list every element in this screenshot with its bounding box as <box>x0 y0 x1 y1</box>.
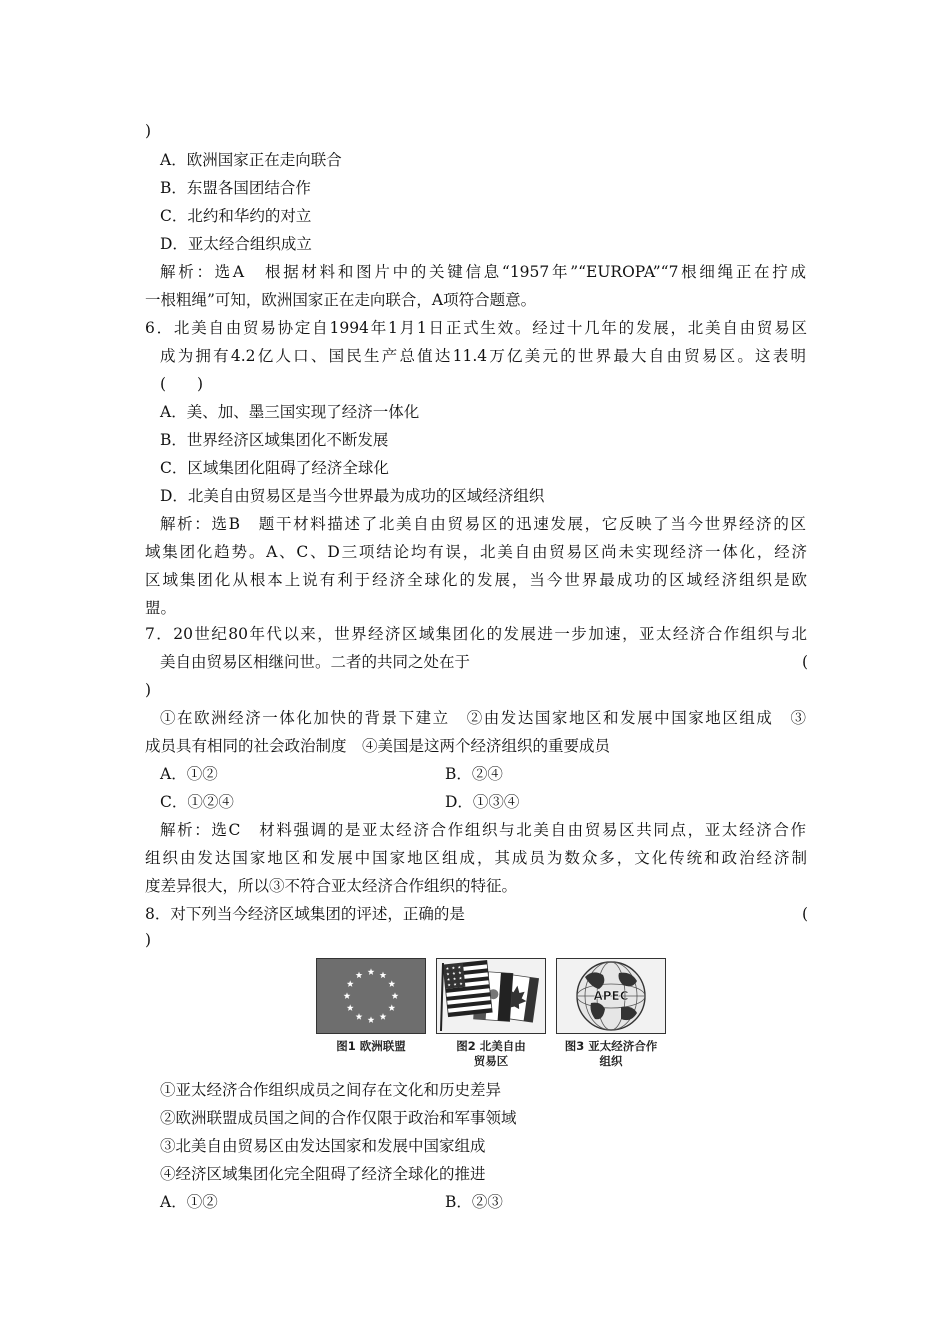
q7-stem-line-1: 7．20世纪80年代以来，世界经济区域集团化的发展进一步加速，亚太经济合作组织与北 <box>145 625 807 643</box>
q7-option-c: C．①②④ <box>160 793 234 811</box>
q6-analysis-line-1: 解析：选B 题干材料描述了北美自由贸易区的迅速发展，它反映了当今世界经济的区 <box>160 515 806 533</box>
q5-analysis-line-1: 解析：选A 根据材料和图片中的关键信息“1957年”“EUROPA”“7根细绳正在拧成 <box>160 263 806 281</box>
q7-option-d: D．①③④ <box>445 793 520 811</box>
q6-option-a: A．美、加、墨三国实现了经济一体化 <box>160 403 420 421</box>
nafta-flags-image <box>436 958 546 1034</box>
q6-stem-line-1: 6．北美自由贸易协定自1994年1月1日正式生效。经过十几年的发展，北美自由贸易区 <box>145 319 807 337</box>
q7-paren-open: ( <box>802 653 809 671</box>
q7-analysis-line-1: 解析：选C 材料强调的是亚太经济合作组织与北美自由贸易区共同点，亚太经济合作 <box>160 821 806 839</box>
q7-option-b: B．②④ <box>445 765 503 783</box>
figure-eu-caption: 图1 欧洲联盟 <box>336 1039 406 1053</box>
q8-paren-open: ( <box>802 905 809 923</box>
q7-analysis-line-3: 度差异很大，所以③不符合亚太经济合作组织的特征。 <box>145 877 518 895</box>
q8-item-4: ④经济区域集团化完全阻碍了经济全球化的推进 <box>160 1165 486 1183</box>
figure-apec <box>556 958 666 1069</box>
nafta-flags-icon <box>437 959 545 1033</box>
q6-stem-line-2: 成为拥有4.2亿人口、国民生产总值达11.4万亿美元的世界最大自由贸易区。这表明 <box>160 347 806 365</box>
q6-analysis-line-2: 域集团化趋势。A、C、D三项结论均有误，北美自由贸易区尚未实现经济一体化，经济 <box>145 543 807 561</box>
figure-eu <box>316 958 426 1054</box>
q5-analysis-line-2: 一根粗绳”可知，欧洲国家正在走向联合，A项符合题意。 <box>145 291 537 309</box>
q8-stem: 8．对下列当今经济区域集团的评述，正确的是 <box>145 905 465 923</box>
q8-paren-close: ) <box>145 931 152 949</box>
figure-apec-caption-2: 组织 <box>599 1054 623 1068</box>
q8-item-1: ①亚太经济合作组织成员之间存在文化和历史差异 <box>160 1081 502 1099</box>
q6-analysis-line-3: 区域集团化从根本上说有利于经济全球化的发展，当今世界最成功的区域经济组织是欧 <box>145 571 807 589</box>
q8-option-a: A．①② <box>160 1193 218 1211</box>
q5-option-a: A．欧洲国家正在走向联合 <box>160 151 342 169</box>
q5-option-d: D．亚太经合组织成立 <box>160 235 312 253</box>
q6-answer-paren: ( ) <box>160 375 204 393</box>
q6-option-b: B．世界经济区域集团化不断发展 <box>160 431 389 449</box>
figure-apec-caption-1: 图3 亚太经济合作 <box>564 1039 658 1053</box>
q7-stem-line-2: 美自由贸易区相继问世。二者的共同之处在于 <box>160 653 471 671</box>
q6-option-c: C．区域集团化阻碍了经济全球化 <box>160 459 389 477</box>
q8-item-2: ②欧洲联盟成员国之间的合作仅限于政治和军事领域 <box>160 1109 517 1127</box>
figure-nafta-caption-2: 贸易区 <box>473 1054 509 1068</box>
q7-analysis-line-2: 组织由发达国家地区和发展中国家地区组成，其成员为数众多，文化传统和政治经济制 <box>145 849 807 867</box>
q5-paren-close: ) <box>145 122 152 140</box>
q5-option-b: B．东盟各国团结合作 <box>160 179 311 197</box>
q6-analysis-line-4: 盟。 <box>145 599 177 617</box>
eu-flag-image <box>316 958 426 1034</box>
q7-paren-close: ) <box>145 681 152 699</box>
figure-nafta-caption-1: 图2 北美自由 <box>456 1039 526 1053</box>
apec-logo-image <box>556 958 666 1034</box>
eu-stars-icon <box>317 959 425 1033</box>
figure-nafta <box>436 958 546 1069</box>
q8-item-3: ③北美自由贸易区由发达国家和发展中国家组成 <box>160 1137 486 1155</box>
q8-figures <box>316 958 676 1076</box>
apec-globe-icon <box>557 959 665 1033</box>
q7-item-line-1: ①在欧洲经济一体化加快的背景下建立 ②由发达国家地区和发展中国家地区组成 ③ <box>160 709 806 727</box>
q8-option-b: B．②③ <box>445 1193 503 1211</box>
q6-option-d: D．北美自由贸易区是当今世界最为成功的区域经济组织 <box>160 487 545 505</box>
apec-logo-text: APEC <box>593 989 629 1003</box>
q5-option-c: C．北约和华约的对立 <box>160 207 312 225</box>
q7-option-a: A．①② <box>160 765 218 783</box>
q7-item-line-2: 成员具有相同的社会政治制度 ④美国是这两个经济组织的重要成员 <box>145 737 611 755</box>
